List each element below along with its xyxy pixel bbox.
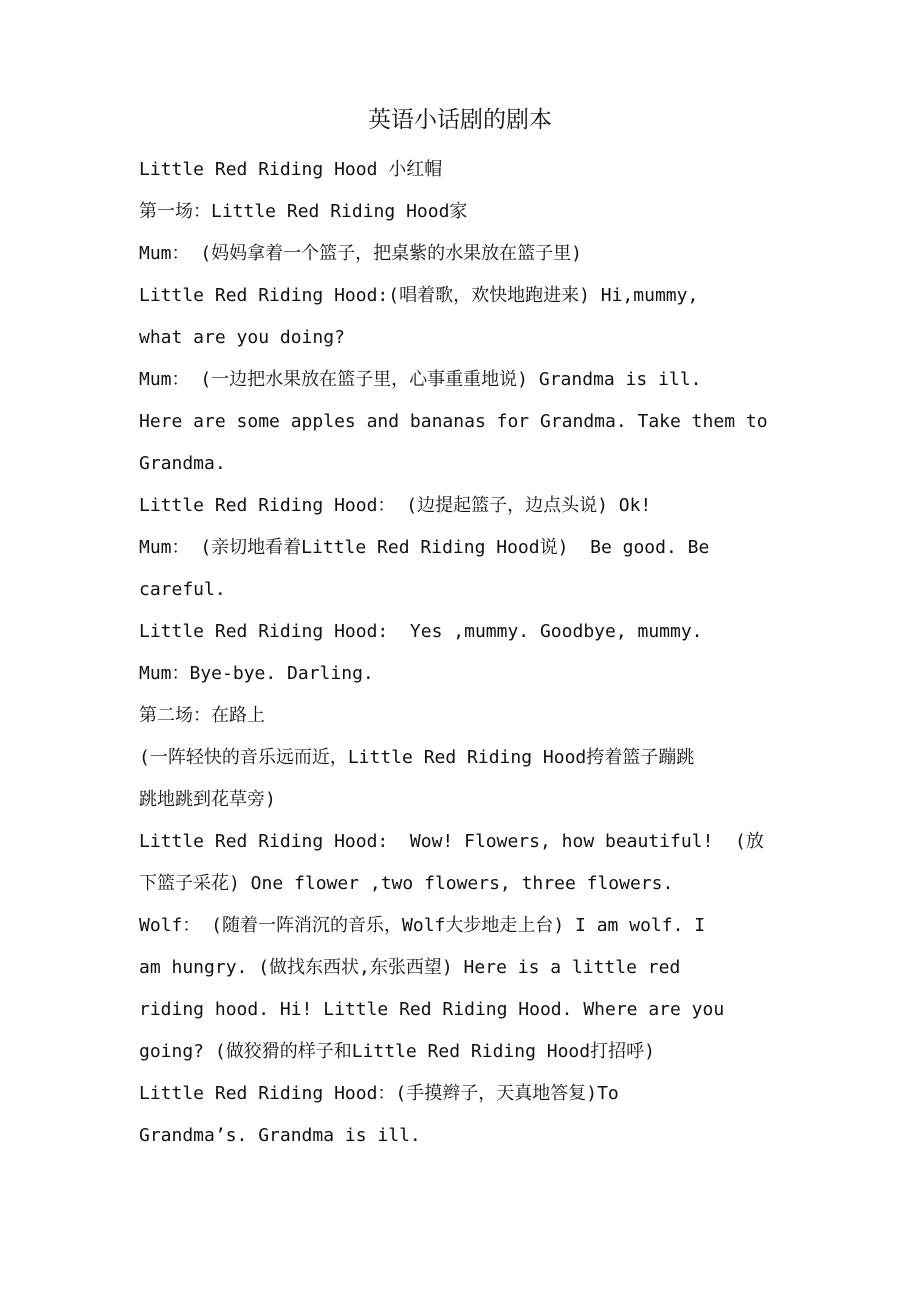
script-line: Little Red Riding Hood: Wow! Flowers, how beautiful! (放	[139, 831, 764, 852]
script-line: (一阵轻快的音乐远而近，Little Red Riding Hood挎着篮子蹦跳	[139, 747, 695, 768]
script-line: Grandma.	[139, 453, 226, 474]
script-line: Little Red Riding Hood: Yes ,mummy. Goodbye, mummy.	[139, 621, 703, 642]
script-line: 跳地跳到花草旁)	[139, 789, 276, 810]
document-title: 英语小话剧的剧本	[368, 107, 552, 133]
script-line: Little Red Riding Hood： (边提起篮子，边点头说) Ok!	[139, 495, 652, 516]
script-line: am hungry. (做找东西状,东张西望) Here is a little red	[139, 957, 681, 978]
script-line: Little Red Riding Hood:(唱着歌，欢快地跑进来) Hi,mummy,	[139, 285, 699, 306]
script-line: Here are some apples and bananas for Grandma. Take them to	[139, 411, 768, 432]
script-line: Mum： (亲切地看着Little Red Riding Hood说) Be good. Be	[139, 537, 710, 558]
script-line: Mum：Bye-bye. Darling.	[139, 663, 374, 684]
script-line: what are you doing?	[139, 327, 345, 348]
scene-heading: 第二场：在路上	[139, 705, 265, 726]
script-line: careful.	[139, 579, 226, 600]
script-line: Mum： (妈妈拿着一个篮子，把桌紫的水果放在篮子里)	[139, 243, 583, 264]
script-line: Little Red Riding Hood 小红帽	[139, 159, 443, 180]
script-line: 下篮子采花) One flower ,two flowers, three flowers.	[139, 873, 674, 894]
script-line: going? (做狡猾的样子和Little Red Riding Hood打招呼)	[139, 1041, 655, 1062]
script-line: 第一场：Little Red Riding Hood家	[139, 201, 468, 222]
script-line: riding hood. Hi! Little Red Riding Hood. Where are you	[139, 999, 725, 1020]
script-line: Grandma’s. Grandma is ill.	[139, 1125, 421, 1146]
script-line: Little Red Riding Hood：(手摸辫子，天真地答复)To	[139, 1083, 619, 1104]
script-line: Wolf： (随着一阵消沉的音乐，Wolf大步地走上台) I am wolf. I	[139, 915, 706, 936]
script-line: Mum： (一边把水果放在篮子里，心事重重地说) Grandma is ill.	[139, 369, 702, 390]
